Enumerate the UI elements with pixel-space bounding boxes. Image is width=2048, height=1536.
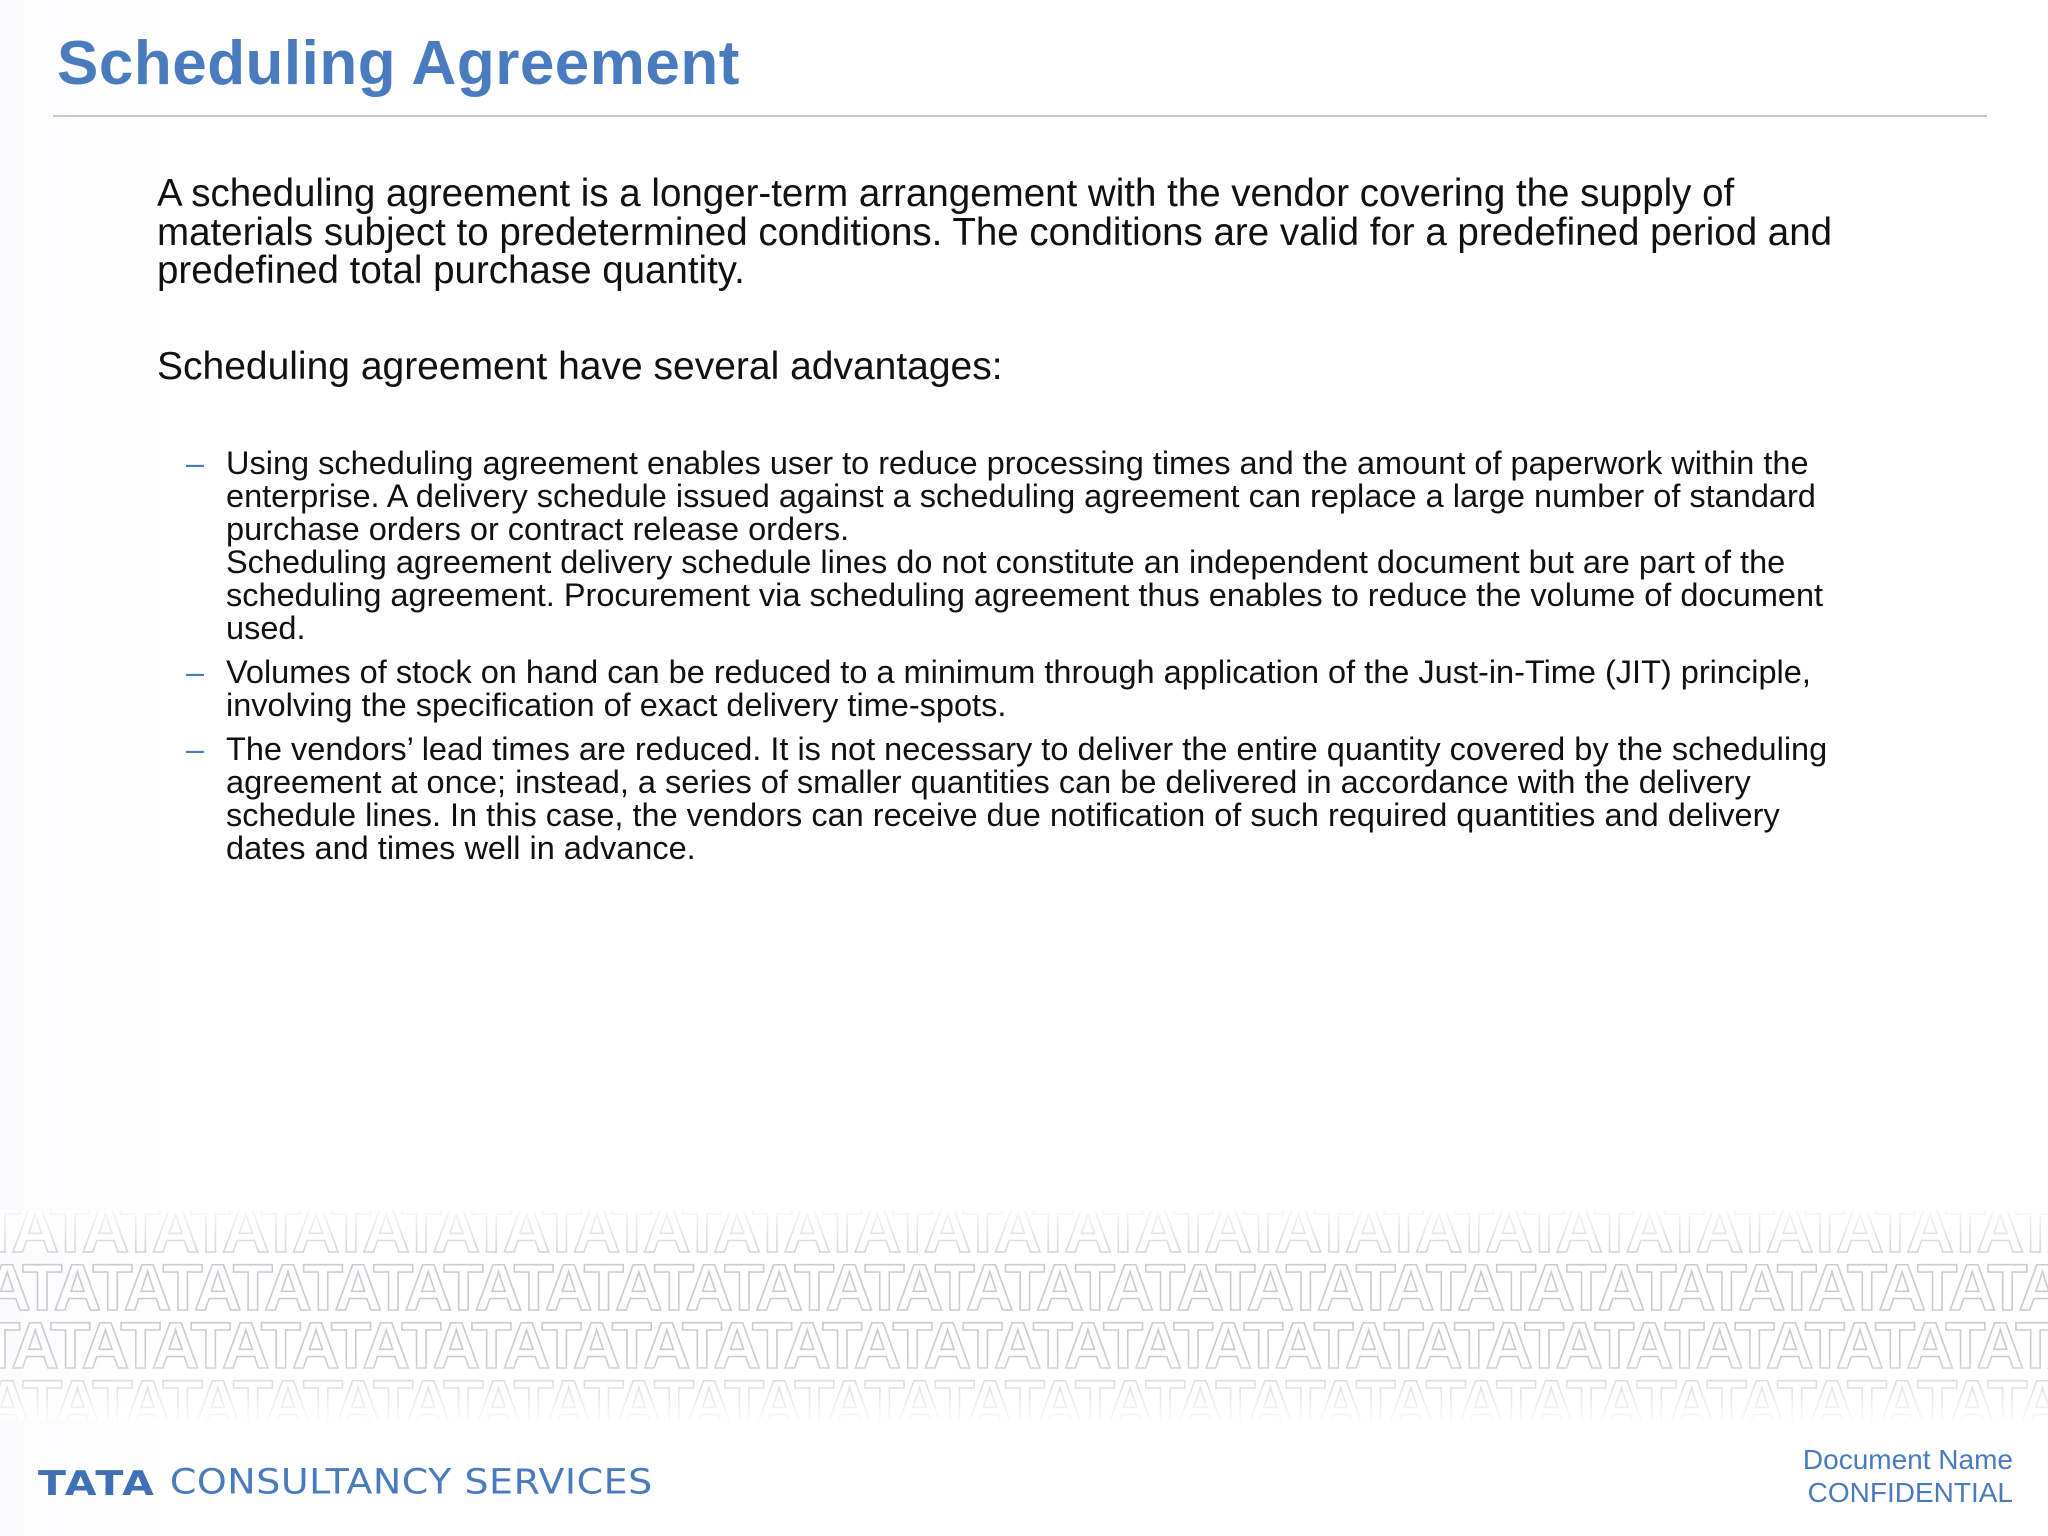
tcs-logo bbox=[38, 1455, 653, 1505]
advantages-list bbox=[186, 447, 1906, 876]
advantage-item bbox=[186, 447, 1906, 645]
bullet-dash: – bbox=[186, 654, 205, 690]
bullet-line: purchase orders or contract release orders. bbox=[226, 511, 850, 547]
footer-document-info bbox=[1803, 1443, 2013, 1509]
bullet-line: Using scheduling agreement enables user to reduce processing times and the amount of paperwork within the bbox=[226, 445, 1809, 481]
bullet-line: enterprise. A delivery schedule issued against a scheduling agreement can replace a large number of standard bbox=[226, 478, 1816, 514]
intro-line: predefined total purchase quantity. bbox=[157, 249, 745, 292]
document-name: Document Name bbox=[1802, 1444, 2013, 1475]
advantage-item bbox=[186, 733, 1906, 865]
bullet-line: agreement at once; instead, a series of smaller quantities can be delivered in accordance with the delivery bbox=[226, 764, 1751, 800]
intro-line: A scheduling agreement is a longer-term arrangement with the vendor covering the supply of bbox=[157, 172, 1735, 215]
confidential-label: CONFIDENTIAL bbox=[1807, 1477, 2013, 1508]
advantage-item bbox=[186, 656, 1906, 722]
bullet-line: schedule lines. In this case, the vendors can receive due notification of such required quantities and delivery bbox=[226, 797, 1780, 833]
bullet-line: involving the specification of exact delivery time-spots. bbox=[226, 687, 1007, 723]
bullet-line: The vendors’ lead times are reduced. It is not necessary to deliver the entire quantity covered by the scheduling bbox=[226, 731, 1828, 767]
bullet-line: used. bbox=[226, 610, 306, 646]
bullet-line: Volumes of stock on hand can be reduced to a minimum through application of the Just-in-Time (JIT) principle, bbox=[226, 654, 1811, 690]
logo-tata-wordmark: TATA bbox=[38, 1463, 156, 1503]
slide-title: Scheduling Agreement bbox=[57, 29, 740, 98]
title-divider bbox=[53, 115, 1987, 117]
bullet-dash: – bbox=[186, 731, 205, 767]
intro-paragraph bbox=[157, 172, 1917, 292]
bullet-line: Scheduling agreement delivery schedule lines do not constitute an independent document but are part of the bbox=[226, 544, 1786, 580]
logo-company-name: CONSULTANCY SERVICES bbox=[169, 1461, 653, 1502]
watermark-pattern-graphic bbox=[0, 1210, 2048, 1420]
bullet-dash: – bbox=[186, 445, 205, 481]
intro-line: materials subject to predetermined conditions. The conditions are valid for a predefined period and bbox=[157, 210, 1833, 254]
advantages-heading: Scheduling agreement have several advantages: bbox=[157, 345, 1003, 388]
bullet-line: scheduling agreement. Procurement via scheduling agreement thus enables to reduce the volume of document bbox=[226, 577, 1824, 613]
tata-watermark-pattern bbox=[0, 1210, 2048, 1420]
bullet-line: dates and times well in advance. bbox=[226, 830, 696, 866]
